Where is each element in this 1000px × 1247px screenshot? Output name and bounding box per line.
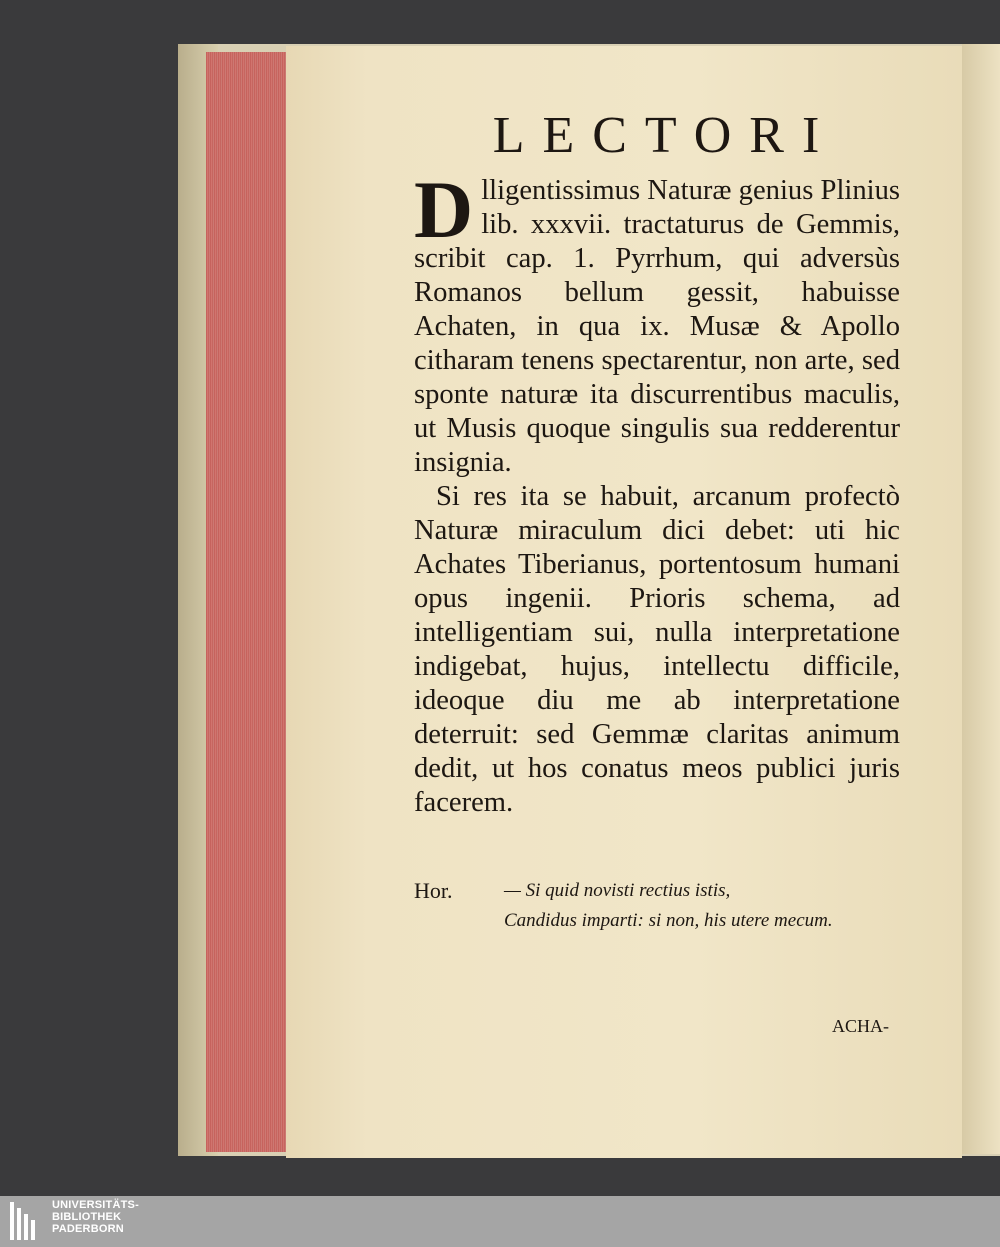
library-footer [0,1196,1000,1247]
paragraph-1-text: lligentissimus Naturæ genius Plinius lib. xxxvii. tractaturus de Gemmis, scribit cap. 1. Pyrrhum, qui adversùs Romanos bellum gessit, habuisse Achaten, in qua ix. Musæ & Apollo citharam tenens spectarentur, non arte, sed sponte naturæ ita discurrentibus maculis, ut Musis quoque singulis sua redderentur insignia. [414,175,900,478]
library-logo-icon [10,1202,42,1240]
library-name-line-1: UNIVERSITÄTS- [52,1199,139,1211]
drop-capital: D [414,164,474,255]
paragraph-1 [414,164,900,480]
page-text [414,108,900,820]
red-page-edges [206,52,288,1152]
library-name-line-2: BIBLIOTHEK [52,1211,122,1223]
quotation-author: Hor. [414,878,453,903]
page-heading: LECTORI [492,107,838,164]
paragraph-2: Si res ita se habuit, arcanum profectò Naturæ miraculum dici debet: uti hic Achates Tiberianus, portentosum humani opus ingenii. Prioris schema, ad intelligentiam sui, nulla interpretatione indigebat, hujus, intellectu difficile, ideoque diu me ab interpretatione deterruit: sed Gemmæ claritas animum dedit, ut hos conatus meos publici juris facerem. [414,481,900,818]
quotation-line-2: Candidus imparti: si non, his utere mecum. [504,910,833,931]
quotation-line-1: — Si quid novisti rectius istis, [504,880,731,901]
library-name [52,1199,139,1235]
quotation-lines [504,876,833,936]
facing-page-edge [962,44,1000,1154]
catchword: ACHA- [832,1016,889,1036]
library-name-line-3: PADERBORN [52,1223,124,1235]
